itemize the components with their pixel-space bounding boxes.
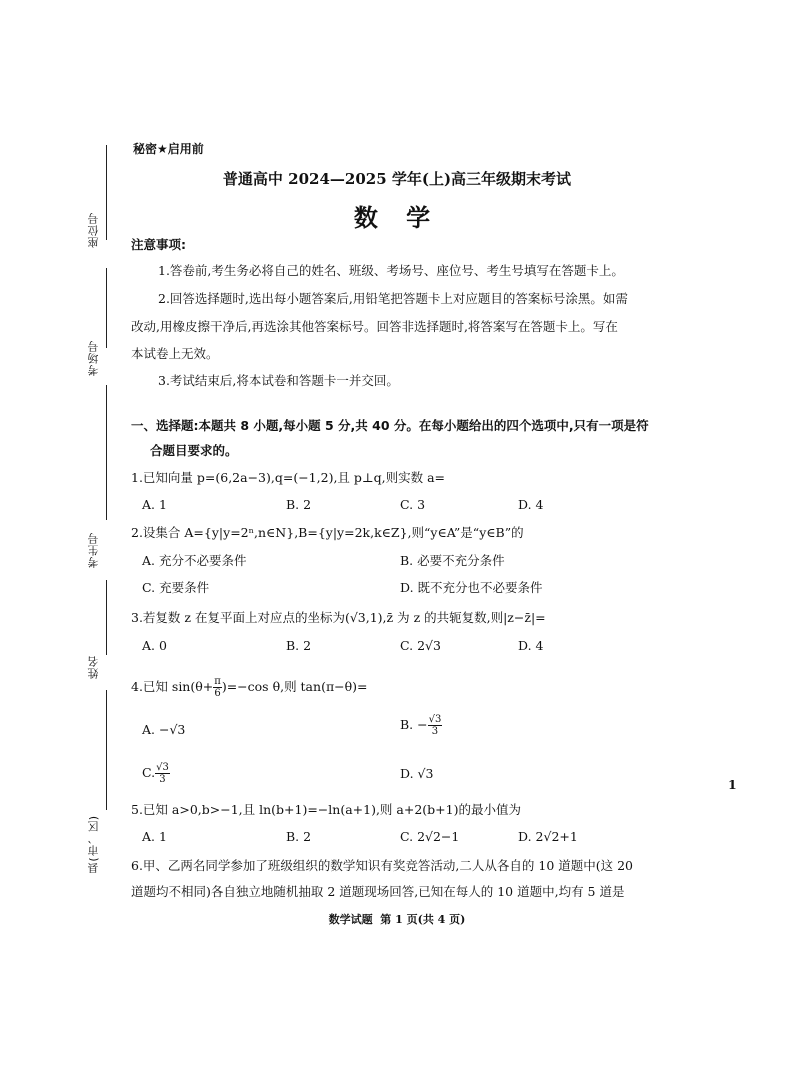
question-3-option-d: D. 4 — [518, 638, 544, 653]
county-label: 县(市、区) — [87, 815, 100, 874]
exam-number-label: 考生号 — [87, 532, 100, 568]
margin-mark: 1 — [728, 777, 737, 792]
question-5-option-a: A. 1 — [142, 829, 167, 844]
name-label: 姓名 — [87, 655, 100, 679]
pi-over-six-fraction — [213, 676, 222, 699]
exam-title: 普通高中 2024—2025 学年(上)高三年级期末考试 — [222, 170, 572, 188]
notice-heading: 注意事项: — [131, 237, 186, 252]
subject-title: 数 学 — [353, 203, 441, 232]
question-1-option-b: B. 2 — [286, 497, 312, 512]
question-4-stem — [131, 676, 368, 699]
section-1-heading-cont: 合题目要求的。 — [150, 443, 238, 458]
root3-over-3-fraction — [155, 762, 170, 785]
question-3-option-a: A. 0 — [142, 638, 167, 653]
notice-item-2-line-1: 2.回答选择题时,选出每小题答案后,用铅笔把答题卡上对应题目的答案标号涂黑。如需 — [158, 291, 628, 306]
binding-line-3 — [106, 385, 107, 520]
question-1-option-a: A. 1 — [142, 497, 167, 512]
seat-number-label: 座位号 — [87, 212, 100, 248]
binding-line-5 — [106, 690, 107, 810]
question-2-option-c: C. 充要条件 — [142, 580, 210, 595]
question-4-option-d: D. √3 — [400, 766, 434, 781]
root3-over-3-fraction — [428, 714, 443, 737]
notice-item-1: 1.答卷前,考生务必将自己的姓名、班级、考场号、座位号、考生号填写在答题卡上。 — [158, 263, 624, 278]
question-4-stem-end: )=−cos θ,则 tan(π−θ)= — [221, 679, 368, 694]
fraction-denominator: 3 — [431, 726, 439, 737]
notice-item-3: 3.考试结束后,将本试卷和答题卡一并交回。 — [158, 373, 399, 388]
question-5-option-d: D. 2√2+1 — [518, 829, 578, 844]
fraction-denominator: 6 — [214, 688, 221, 699]
binding-line-4 — [106, 580, 107, 655]
binding-line-2 — [106, 268, 107, 348]
fraction-denominator: 3 — [159, 774, 166, 785]
section-1-heading: 一、选择题:本题共 8 小题,每小题 5 分,共 40 分。在每小题给出的四个选项中,只有一项是符 — [131, 418, 649, 433]
fraction-numerator: π — [214, 676, 221, 687]
notice-item-2-line-2: 改动,用橡皮擦干净后,再选涂其他答案标号。回答非选择题时,将答案写在答题卡上。写在 — [131, 319, 618, 334]
question-5-option-c: C. 2√2−1 — [400, 829, 460, 844]
question-3-option-b: B. 2 — [286, 638, 312, 653]
page-footer: 数学试题 第 1 页(共 4 页) — [328, 913, 466, 926]
fraction-numerator: √3 — [156, 762, 169, 773]
question-5-stem: 5.已知 a>0,b>−1,且 ln(b+1)=−ln(a+1),则 a+2(b+1)的最小值为 — [131, 802, 521, 817]
question-4-option-a: A. −√3 — [142, 722, 186, 737]
confidential-mark: 秘密★启用前 — [133, 142, 204, 156]
question-2-option-b: B. 必要不充分条件 — [400, 553, 505, 568]
question-5-option-b: B. 2 — [286, 829, 312, 844]
question-1-stem: 1.已知向量 p=(6,2a−3),q=(−1,2),且 p⊥q,则实数 a= — [131, 470, 446, 485]
question-2-stem: 2.设集合 A={y|y=2ⁿ,n∈N},B={y|y=2k,k∈Z},则“y∈A”是“y∈B”的 — [131, 525, 524, 540]
question-4-option-c — [142, 762, 170, 785]
question-1-option-d: D. 4 — [518, 497, 544, 512]
question-2-option-d: D. 既不充分也不必要条件 — [400, 580, 543, 595]
exam-room-label: 考场号 — [87, 340, 100, 376]
question-6-line-1: 6.甲、乙两名同学参加了班级组织的数学知识有奖竞答活动,二人从各自的 10 道题中(这 20 — [131, 858, 634, 873]
question-1-option-c: C. 3 — [400, 497, 426, 512]
question-6-line-2: 道题均不相同)各自独立地随机抽取 2 道题现场回答,已知在每人的 10 道题中,均有 5 道是 — [131, 884, 625, 899]
question-4-option-b — [400, 714, 442, 737]
option-b-prefix: B. − — [400, 717, 428, 732]
question-2-option-a: A. 充分不必要条件 — [142, 553, 247, 568]
question-4-stem-start: 4.已知 sin(θ+ — [131, 679, 214, 694]
question-3-option-c: C. 2√3 — [400, 638, 441, 653]
fraction-numerator: √3 — [428, 714, 442, 725]
question-3-stem: 3.若复数 z 在复平面上对应点的坐标为(√3,1),z̄ 为 z 的共轭复数,则|z−z̄|= — [131, 610, 546, 625]
notice-item-2-line-3: 本试卷上无效。 — [131, 346, 219, 361]
option-c-prefix: C. — [142, 765, 156, 780]
